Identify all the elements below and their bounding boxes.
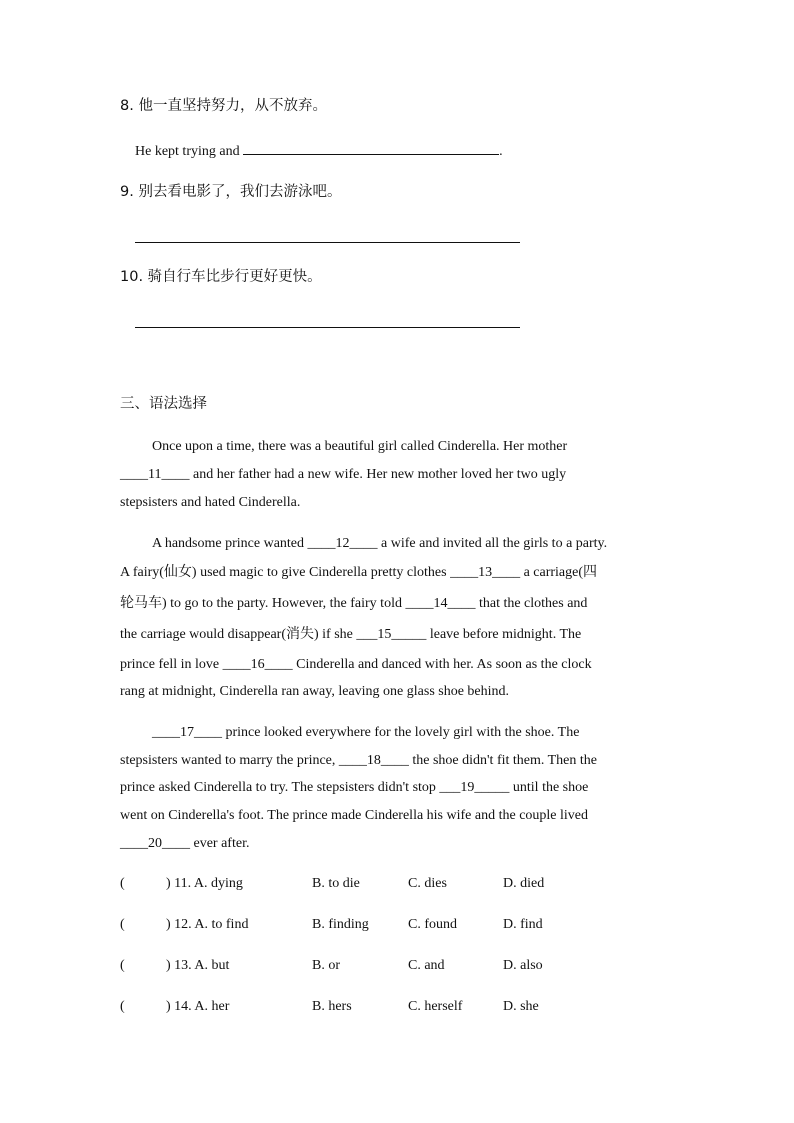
q8-lead-text: He kept trying and	[135, 144, 244, 159]
passage-line: stepsisters and hated Cinderella.	[120, 495, 301, 510]
question-option-b[interactable]: B. to die	[312, 876, 360, 891]
answer-bracket[interactable]: (	[120, 876, 125, 891]
passage-line: prince fell in love ____16____ Cinderella and danced with her. As soon as the clock	[120, 657, 592, 672]
question-option-d[interactable]: D. she	[503, 999, 539, 1014]
passage-line: the carriage would disappear(消失) if she ___15_____ leave before midnight. The	[120, 627, 582, 642]
question-option-a[interactable]: ) 14. A. her	[166, 999, 230, 1014]
question-option-c[interactable]: C. herself	[408, 999, 463, 1014]
q8-end-text: .	[499, 144, 503, 159]
question-option-d[interactable]: D. died	[503, 876, 545, 891]
passage-line: stepsisters wanted to marry the prince, ____18____ the shoe didn't fit them. Then the	[120, 753, 597, 768]
passage-line: A fairy(仙女) used magic to give Cinderella pretty clothes ____13____ a carriage(四	[120, 565, 598, 580]
question-option-d[interactable]: D. find	[503, 917, 543, 932]
passage-line: rang at midnight, Cinderella ran away, leaving one glass shoe behind.	[120, 684, 510, 699]
question-option-c[interactable]: C. dies	[408, 876, 447, 891]
passage-line: Once upon a time, there was a beautiful girl called Cinderella. Her mother	[152, 439, 568, 454]
question-option-c[interactable]: C. and	[408, 958, 445, 973]
passage-line: went on Cinderella's foot. The prince made Cinderella his wife and the couple lived	[120, 808, 589, 823]
passage-line: ____11____ and her father had a new wife. Her new mother loved her two ugly	[120, 467, 567, 482]
q10-prompt: 10. 骑自行车比步行更好更快。	[120, 269, 322, 285]
answer-bracket[interactable]: (	[120, 999, 125, 1014]
q8-answer-blank[interactable]	[243, 142, 499, 155]
passage-line: ____20____ ever after.	[120, 836, 250, 851]
q8-answer-line	[135, 142, 503, 161]
q10-answer-blank[interactable]	[135, 327, 520, 328]
question-option-b[interactable]: B. or	[312, 958, 340, 973]
passage-line: ____17____ prince looked everywhere for the lovely girl with the shoe. The	[152, 725, 580, 740]
passage-line: prince asked Cinderella to try. The stepsisters didn't stop ___19_____ until the shoe	[120, 780, 589, 795]
answer-bracket[interactable]: (	[120, 958, 125, 973]
section-title: 三、语法选择	[120, 396, 207, 412]
question-option-b[interactable]: B. finding	[312, 917, 369, 932]
question-option-a[interactable]: ) 12. A. to find	[166, 917, 249, 932]
passage-line: A handsome prince wanted ____12____ a wife and invited all the girls to a party.	[152, 536, 608, 551]
q9-prompt: 9. 别去看电影了，我们去游泳吧。	[120, 184, 342, 200]
question-option-d[interactable]: D. also	[503, 958, 543, 973]
question-option-b[interactable]: B. hers	[312, 999, 352, 1014]
question-option-a[interactable]: ) 11. A. dying	[166, 876, 243, 891]
q8-prompt: 8. 他一直坚持努力，从不放弃。	[120, 98, 327, 114]
q9-answer-blank[interactable]	[135, 242, 520, 243]
question-option-a[interactable]: ) 13. A. but	[166, 958, 230, 973]
question-option-c[interactable]: C. found	[408, 917, 457, 932]
passage-line: 轮马车) to go to the party. However, the fairy told ____14____ that the clothes and	[120, 596, 588, 611]
answer-bracket[interactable]: (	[120, 917, 125, 932]
